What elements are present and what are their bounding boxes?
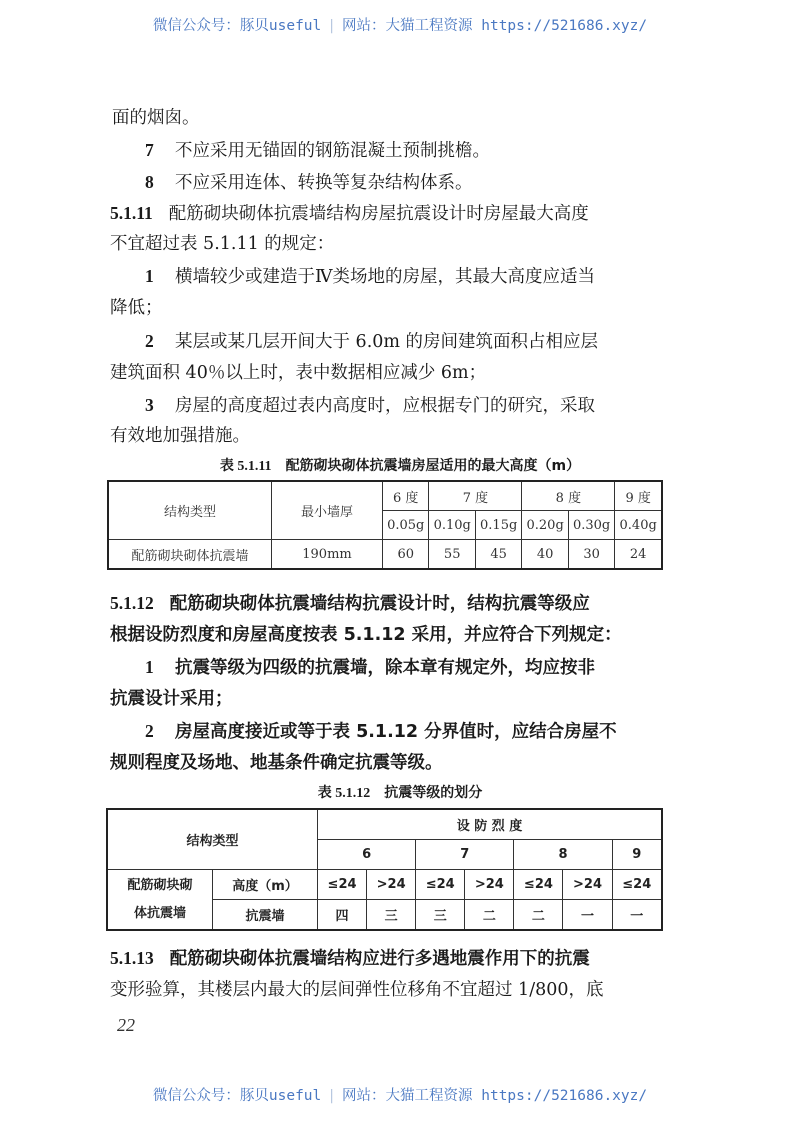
continuation-line: 面的烟囱。	[112, 108, 200, 128]
list-item-2	[145, 720, 617, 743]
list-item-2	[145, 330, 598, 353]
watermark-separator: |	[327, 1088, 336, 1104]
section-5-1-11-line2: 不宜超过表 5.1.11 的规定：	[110, 234, 335, 254]
header-accel: 0.20g	[522, 511, 568, 540]
cell-height: >24	[367, 870, 416, 900]
table-5-1-11-caption	[0, 455, 800, 475]
header-accel: 0.30g	[568, 511, 614, 540]
list-item-1-cont: 降低；	[110, 298, 163, 318]
table-5-1-12-caption	[0, 782, 800, 802]
cell-value: 45	[475, 540, 521, 570]
item-text: 横墙较少或建造于Ⅳ类场地的房屋，其最大高度应适当	[175, 267, 595, 287]
list-item-1	[145, 265, 595, 288]
header-min-thickness: 最小墙厚	[272, 481, 383, 540]
item-text: 房屋高度接近或等于表 5.1.12 分界值时，应结合房屋不	[175, 722, 617, 742]
label-line-1: 配筋砌块砌	[127, 877, 193, 893]
header-structure-type: 结构类型	[107, 809, 318, 870]
header-fortification-intensity: 设 防 烈 度	[318, 809, 663, 840]
item-text: 某层或某几层开间大于 6.0m 的房间建筑面积占相应层	[175, 332, 599, 352]
cell-grade: 三	[416, 900, 465, 931]
list-item-1	[145, 656, 595, 679]
cell-grade: 二	[465, 900, 514, 931]
caption-text: 抗震等级的划分	[384, 785, 483, 801]
item-text: 房屋的高度超过表内高度时，应根据专门的研究，采取	[175, 396, 595, 416]
section-5-1-13-heading	[110, 947, 590, 970]
cell-grade: 四	[318, 900, 367, 931]
cell-structure-type: 配筋砌块砌体抗震墙	[108, 540, 272, 570]
item-number: 3	[145, 395, 154, 415]
section-5-1-11-heading	[110, 202, 589, 225]
header-intensity-9: 9 度	[615, 481, 662, 511]
item-text: 抗震等级为四级的抗震墙，除本章有规定外，均应按非	[175, 658, 595, 678]
watermark-separator: |	[327, 18, 336, 34]
caption-number: 表 5.1.11	[219, 459, 272, 474]
header-accel: 0.40g	[615, 511, 662, 540]
watermark-right: 网站：大猫工程资源 https://521686.xyz/	[342, 1088, 648, 1104]
header-accel: 0.10g	[429, 511, 475, 540]
section-number: 5.1.11	[110, 203, 153, 223]
section-text: 配筋砌块砌体抗震墙结构房屋抗震设计时房屋最大高度	[168, 204, 589, 224]
list-item-8	[145, 171, 473, 194]
header-accel: 0.15g	[475, 511, 521, 540]
cell-grade-label: 抗震墙	[213, 900, 318, 931]
item-number: 2	[145, 721, 154, 741]
item-number: 7	[145, 140, 154, 160]
watermark-right: 网站：大猫工程资源 https://521686.xyz/	[342, 18, 648, 34]
item-text: 不应采用连体、转换等复杂结构体系。	[175, 173, 473, 193]
header-intensity-9: 9	[612, 840, 662, 870]
header-intensity-6: 6	[318, 840, 416, 870]
header-intensity-8: 8 度	[522, 481, 615, 511]
table-max-height	[107, 480, 663, 570]
cell-grade: 三	[367, 900, 416, 931]
cell-grade: 一	[563, 900, 612, 931]
header-intensity-8: 8	[514, 840, 612, 870]
item-number: 8	[145, 172, 154, 192]
cell-value: 40	[522, 540, 568, 570]
label-line-2: 体抗震墙	[133, 905, 186, 921]
cell-thickness: 190mm	[272, 540, 383, 570]
list-item-2-cont: 建筑面积 40％以上时，表中数据相应减少 6m；	[110, 363, 487, 383]
item-number: 2	[145, 331, 154, 351]
table-seismic-grade	[106, 808, 663, 931]
cell-value: 60	[383, 540, 429, 570]
list-item-3-cont: 有效地加强措施。	[110, 426, 250, 446]
cell-value: 30	[568, 540, 614, 570]
cell-height: ≤24	[318, 870, 367, 900]
page-number: 22	[117, 1015, 135, 1035]
section-5-1-13-line2: 变形验算，其楼层内最大的层间弹性位移角不宜超过 1/800，底	[110, 980, 604, 1000]
list-item-3	[145, 394, 595, 417]
section-5-1-12-line2: 根据设防烈度和房屋高度按表 5.1.12 采用，并应符合下列规定：	[110, 625, 622, 645]
cell-height-label: 高度（m）	[213, 870, 318, 900]
watermark-left: 微信公众号：豚贝useful	[152, 1088, 322, 1104]
header-intensity-7: 7 度	[429, 481, 522, 511]
cell-height: ≤24	[514, 870, 563, 900]
header-intensity-7: 7	[416, 840, 514, 870]
item-text: 不应采用无锚固的钢筋混凝土预制挑檐。	[175, 141, 490, 161]
table-row	[108, 540, 662, 570]
header-structure-type: 结构类型	[108, 481, 272, 540]
section-number: 5.1.13	[110, 948, 154, 968]
watermark-left: 微信公众号：豚贝useful	[152, 18, 322, 34]
cell-height: >24	[563, 870, 612, 900]
cell-value: 24	[615, 540, 662, 570]
section-number: 5.1.12	[110, 593, 154, 613]
caption-number: 表 5.1.12	[317, 786, 371, 801]
list-item-7	[145, 139, 490, 162]
cell-height: ≤24	[612, 870, 662, 900]
caption-text: 配筋砌块砌体抗震墙房屋适用的最大高度（m）	[285, 458, 581, 474]
cell-grade: 二	[514, 900, 563, 931]
table-row	[107, 870, 662, 900]
cell-grade: 一	[612, 900, 662, 931]
header-intensity-6: 6 度	[383, 481, 429, 511]
list-item-2-cont: 规则程度及场地、地基条件确定抗震等级。	[110, 753, 443, 773]
cell-value: 55	[429, 540, 475, 570]
section-text: 配筋砌块砌体抗震墙结构抗震设计时，结构抗震等级应	[169, 594, 590, 614]
cell-height: ≤24	[416, 870, 465, 900]
item-number: 1	[145, 657, 154, 677]
list-item-1-cont: 抗震设计采用；	[110, 689, 233, 709]
watermark-top	[0, 14, 800, 35]
cell-structure-label	[107, 870, 213, 931]
item-number: 1	[145, 266, 154, 286]
section-text: 配筋砌块砌体抗震墙结构应进行多遇地震作用下的抗震	[169, 949, 590, 969]
header-accel: 0.05g	[383, 511, 429, 540]
section-5-1-12-heading	[110, 592, 590, 615]
watermark-bottom	[0, 1084, 800, 1105]
cell-height: >24	[465, 870, 514, 900]
